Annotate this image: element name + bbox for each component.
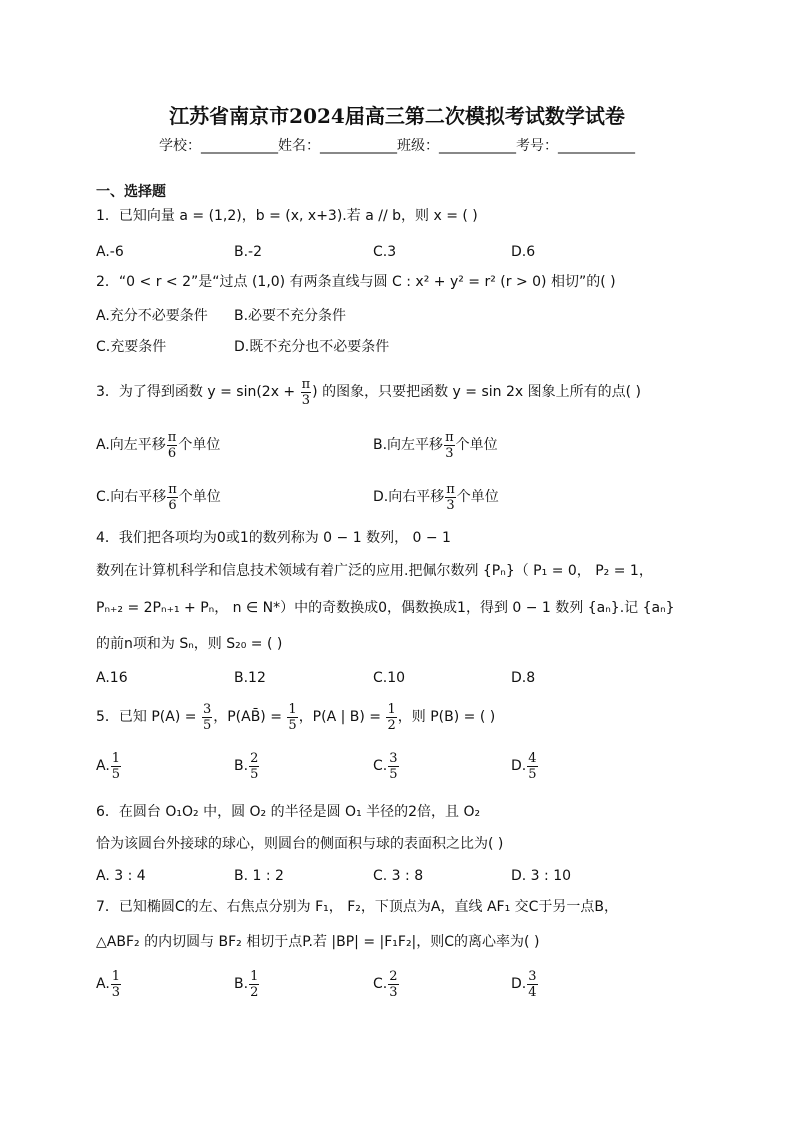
q1-option-d: D.6 [511,244,536,260]
question-4-line-4: 的前n项和为 Sₙ，则 S₂₀ = ( ) [96,636,283,652]
q5-option-a-fraction: $\frac{1}{5}$ [111,750,121,782]
q1-option-c: C.3 [373,244,397,260]
q7-option-b-fraction: $\frac{1}{2}$ [250,968,259,1000]
q4-option-d: D.8 [511,670,536,686]
q3-option-a: A.向左平移 $\frac{\pi}{6}$ 个单位 [96,429,221,461]
q7-option-b: B. $\frac{1}{2}$ [234,968,259,1000]
q5-fraction-1: $\frac{3}{5}$ [202,701,212,733]
q3-option-b: B.向左平移 $\frac{\pi}{3}$ 个单位 [373,429,498,461]
question-3-stem: 3．为了得到函数 y = sin(2x + $\frac{\pi}{3}$ ) 的图象，只要把函数 y = sin 2x 图象上所有的点( ) [96,376,641,408]
q1-option-b: B.-2 [234,244,263,260]
q5-option-d-fraction: $\frac{4}{5}$ [528,750,537,782]
q3-option-c-fraction: $\frac{\pi}{6}$ [168,481,177,513]
question-4-line-2: 数列在计算机科学和信息技术领域有着广泛的应用.把佩尔数列 {Pₙ}（ P₁ = 0， P₂ = 1， [96,563,653,579]
page-title: 江苏省南京市2024届高三第二次模拟考试数学试卷 [169,104,625,128]
q5-fraction-3: $\frac{1}{2}$ [387,701,396,733]
q5-fraction-2: $\frac{1}{5}$ [288,701,297,733]
q2-option-b: B.必要不充分条件 [234,308,347,324]
q3-stem-fraction: $\frac{\pi}{3}$ [301,376,311,408]
q6-option-d: D. 3 : 10 [511,868,572,884]
question-4-line-1: 4．我们把各项均为0或1的数列称为 0 − 1 数列， 0 − 1 [96,530,451,546]
q7-option-c-fraction: $\frac{2}{3}$ [389,968,398,1000]
q7-option-d: D. $\frac{3}{4}$ [511,968,537,1000]
q3-option-c: C.向右平移 $\frac{\pi}{6}$ 个单位 [96,481,221,513]
q1-option-a: A.-6 [96,244,124,260]
q3-option-d: D.向右平移 $\frac{\pi}{3}$ 个单位 [373,481,499,513]
question-5-stem: 5．已知 P(A) = $\frac{3}{5}$ ，P(AB̄) = $\frac{1}{5}$ ，P(A | B) = $\frac{1}{2}$ ，则 P(B) = ( ) [96,701,496,733]
q2-option-c: C.充要条件 [96,339,167,355]
question-7-line-1: 7．已知椭圆C的左、右焦点分别为 F₁， F₂，下顶点为A，直线 AF₁ 交C于另一点B， [96,899,619,915]
q6-option-a: A. 3 : 4 [96,868,146,884]
student-info-line: 学校：___________姓名：___________班级：___________考号：___________ [159,138,635,154]
q5-option-b: B. $\frac{2}{5}$ [234,750,259,782]
q5-option-c: C. $\frac{3}{5}$ [373,750,398,782]
question-1-stem: 1．已知向量 a = (1,2)，b = (x, x+3).若 a // b，则 x = ( ) [96,208,478,224]
q5-option-d: D. $\frac{4}{5}$ [511,750,537,782]
q2-option-d: D.既不充分也不必要条件 [234,339,390,355]
q3-option-d-fraction: $\frac{\pi}{3}$ [446,481,455,513]
q3-option-a-fraction: $\frac{\pi}{6}$ [167,429,177,461]
section-heading: 一、选择题 [96,184,166,200]
q7-option-a-fraction: $\frac{1}{3}$ [111,968,121,1000]
question-6-line-2: 恰为该圆台外接球的球心，则圆台的侧面积与球的表面积之比为( ) [96,836,504,852]
question-6-line-1: 6．在圆台 O₁O₂ 中，圆 O₂ 的半径是圆 O₁ 半径的2倍，且 O₂ [96,804,481,820]
q5-option-a: A. $\frac{1}{5}$ [96,750,121,782]
q4-option-b: B.12 [234,670,266,686]
q5-option-c-fraction: $\frac{3}{5}$ [389,750,398,782]
question-7-line-2: △ABF₂ 的内切圆与 BF₂ 相切于点P.若 |BP| = |F₁F₂|，则C的离心率为( ) [96,934,540,950]
q2-option-a: A.充分不必要条件 [96,308,208,324]
q7-option-c: C. $\frac{2}{3}$ [373,968,398,1000]
question-2-stem: 2．“0 < r < 2”是“过点 (1,0) 有两条直线与圆 C : x² + y² = r² (r > 0) 相切”的( ) [96,274,616,290]
q6-option-c: C. 3 : 8 [373,868,424,884]
q5-option-b-fraction: $\frac{2}{5}$ [250,750,259,782]
q3-option-b-fraction: $\frac{\pi}{3}$ [445,429,454,461]
q7-option-a: A. $\frac{1}{3}$ [96,968,121,1000]
q4-option-a: A.16 [96,670,128,686]
q6-option-b: B. 1 : 2 [234,868,284,884]
q4-option-c: C.10 [373,670,406,686]
question-4-line-3: Pₙ₊₂ = 2Pₙ₊₁ + Pₙ， n ∈ N*）中的奇数换成0，偶数换成1，得到 0 − 1 数列 {aₙ}.记 {aₙ} [96,600,675,616]
q7-option-d-fraction: $\frac{3}{4}$ [528,968,537,1000]
